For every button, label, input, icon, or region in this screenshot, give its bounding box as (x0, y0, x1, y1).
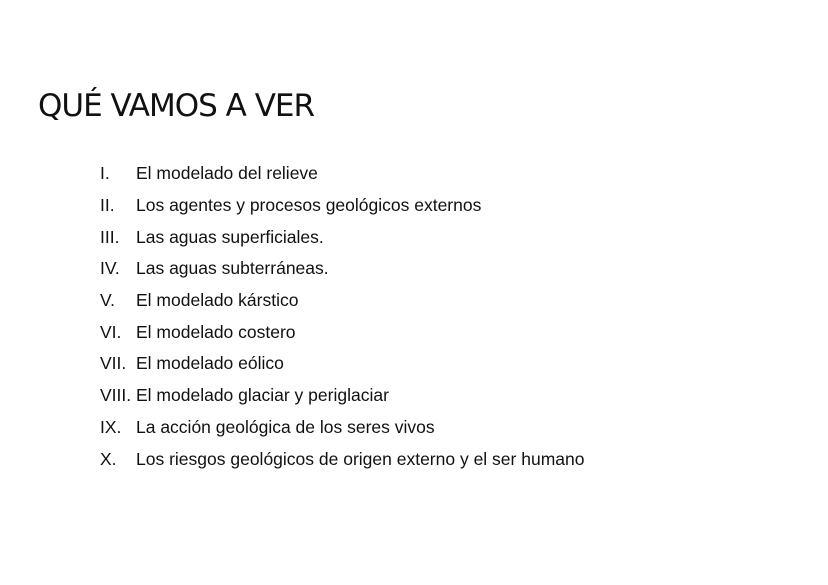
list-item (100, 221, 584, 253)
list-item (100, 285, 584, 317)
list-item (100, 158, 584, 190)
list-item-numeral: X. (100, 448, 117, 469)
list-item-text: La acción geológica de los seres vivos (136, 416, 435, 437)
list-item-text: Los agentes y procesos geológicos externos (136, 195, 482, 216)
list-item-text: El modelado eólico (136, 353, 284, 374)
list-item-numeral: VIII. (100, 385, 132, 406)
list-item (100, 316, 584, 348)
list-item-text: Las aguas superficiales. (136, 226, 324, 247)
list-item-numeral: VII. (100, 353, 127, 374)
list-item (100, 443, 584, 475)
list-item-text: Las aguas subterráneas. (136, 258, 329, 279)
list-item-numeral: VI. (100, 321, 122, 342)
list-item-numeral: IV. (100, 258, 120, 279)
slide-title: QUÉ VAMOS A VER (38, 88, 315, 124)
agenda-list (100, 158, 584, 475)
list-item-text: El modelado del relieve (136, 163, 318, 184)
list-item-text: El modelado glaciar y periglaciar (136, 385, 389, 406)
list-item (100, 253, 584, 285)
list-item-numeral: II. (100, 195, 115, 216)
list-item-text: El modelado kárstico (136, 290, 299, 311)
list-item-text: Los riesgos geológicos de origen externo y el ser humano (136, 448, 585, 469)
list-item-numeral: IX. (100, 416, 122, 437)
list-item-numeral: I. (100, 163, 110, 184)
list-item (100, 412, 584, 444)
list-item-text: El modelado costero (136, 321, 296, 342)
list-item (100, 380, 584, 412)
list-item (100, 190, 584, 222)
list-item (100, 348, 584, 380)
list-item-numeral: V. (100, 290, 115, 311)
list-item-numeral: III. (100, 226, 120, 247)
